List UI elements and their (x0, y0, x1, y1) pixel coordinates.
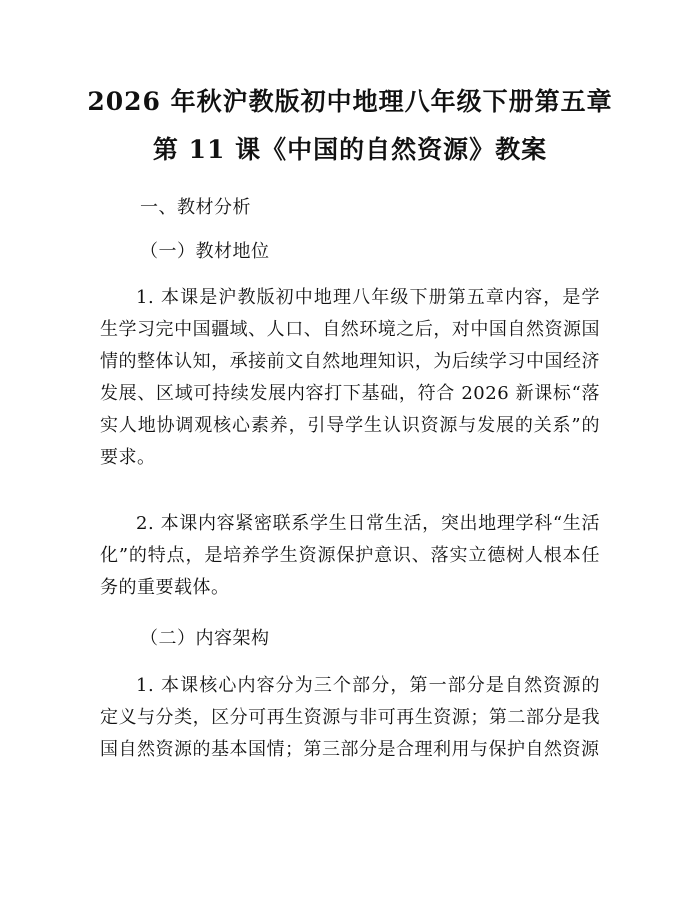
paragraph-textbook-status-2: 2. 本课内容紧密联系学生日常生活，突出地理学科“生活化”的特点，是培养学生资源保护意识、落实立德树人根本任务的重要载体。 (100, 513, 600, 598)
document-title-line-2: 第 11 课《中国的自然资源》教案 (152, 135, 548, 164)
subsection-heading-content-structure: （二）内容架构 (140, 628, 270, 649)
paragraph-textbook-status-1: 1. 本课是沪教版初中地理八年级下册第五章内容，是学生学习完中国疆域、人口、自然环境之后，对中国自然资源国情的整体认知，承接前文自然地理知识，为后续学习中国经济发展、区域可持续发展内容打下基础，符合 2026 新课标“落实人地协调观核心素养，引导学生认识资源与发展的关系”的要求。 (100, 287, 600, 468)
section-heading-textbook-analysis: 一、教材分析 (140, 197, 251, 218)
document-title-line-1: 2026 年秋沪教版初中地理八年级下册第五章 (87, 87, 613, 116)
subsection-heading-textbook-status: （一）教材地位 (140, 241, 270, 262)
paragraph-content-structure-1: 1. 本课核心内容分为三个部分，第一部分是自然资源的定义与分类，区分可再生资源与非可再生资源；第二部分是我国自然资源的基本国情；第三部分是合理利用与保护自然资源 (100, 675, 600, 760)
